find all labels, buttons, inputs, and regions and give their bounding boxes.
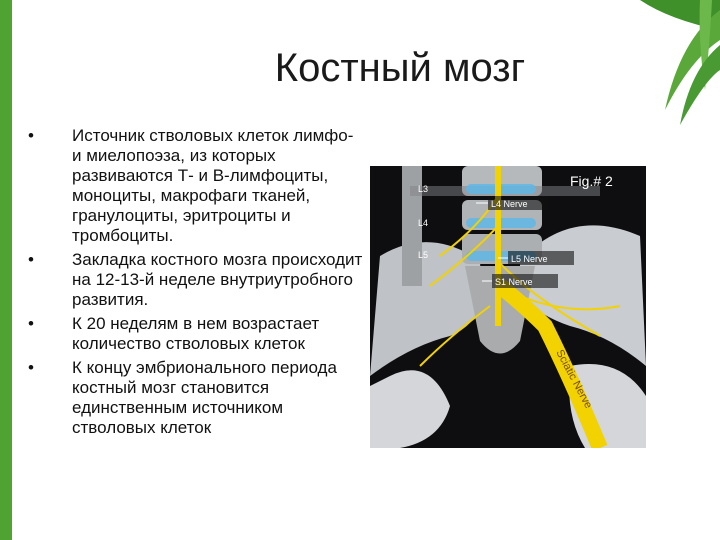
bullet-text: Закладка костного мозга происходит на 12-13-й неделе внутриутробного развития. <box>72 250 363 309</box>
bullet-marker: • <box>28 126 34 145</box>
nerve-label: S1 Nerve <box>495 277 533 287</box>
spine-nerve-illustration <box>370 166 646 448</box>
vertebra-label: L3 <box>418 184 429 194</box>
fig-label: Fig.# 2 <box>570 173 613 189</box>
bullet-item <box>28 358 363 438</box>
bullet-text: К 20 неделям в нем возрастает количество стволовых клеток <box>72 314 320 353</box>
slide-title: Костный мозг <box>274 46 526 90</box>
accent-bar <box>0 0 12 540</box>
bullet-item <box>28 126 363 246</box>
vertebra-label: L4 <box>418 218 429 228</box>
spine-nerve-svg <box>370 166 646 448</box>
bullet-marker: • <box>28 314 34 333</box>
bullet-item <box>28 250 363 310</box>
bullet-list <box>28 126 363 442</box>
bullet-item <box>28 314 363 354</box>
bullet-marker: • <box>28 250 34 269</box>
nerve-label: L5 Nerve <box>511 254 548 264</box>
vertebra-label: L5 <box>418 250 429 260</box>
nerve-label: L4 Nerve <box>491 199 528 209</box>
bullet-text: К концу эмбрионального периода костный мозг становится единственным источником стволовых клеток <box>72 358 337 437</box>
sciatic-nerve-label: Sciatic Nerve <box>553 347 595 411</box>
bullet-marker: • <box>28 358 34 377</box>
bullet-text: Источник стволовых клеток лимфо- и миелопоэза, из которых развиваются Т- и В-лимфоциты, моноциты, макрофаги тканей, гранулоциты, эритроциты и тромбоциты. <box>72 126 354 245</box>
